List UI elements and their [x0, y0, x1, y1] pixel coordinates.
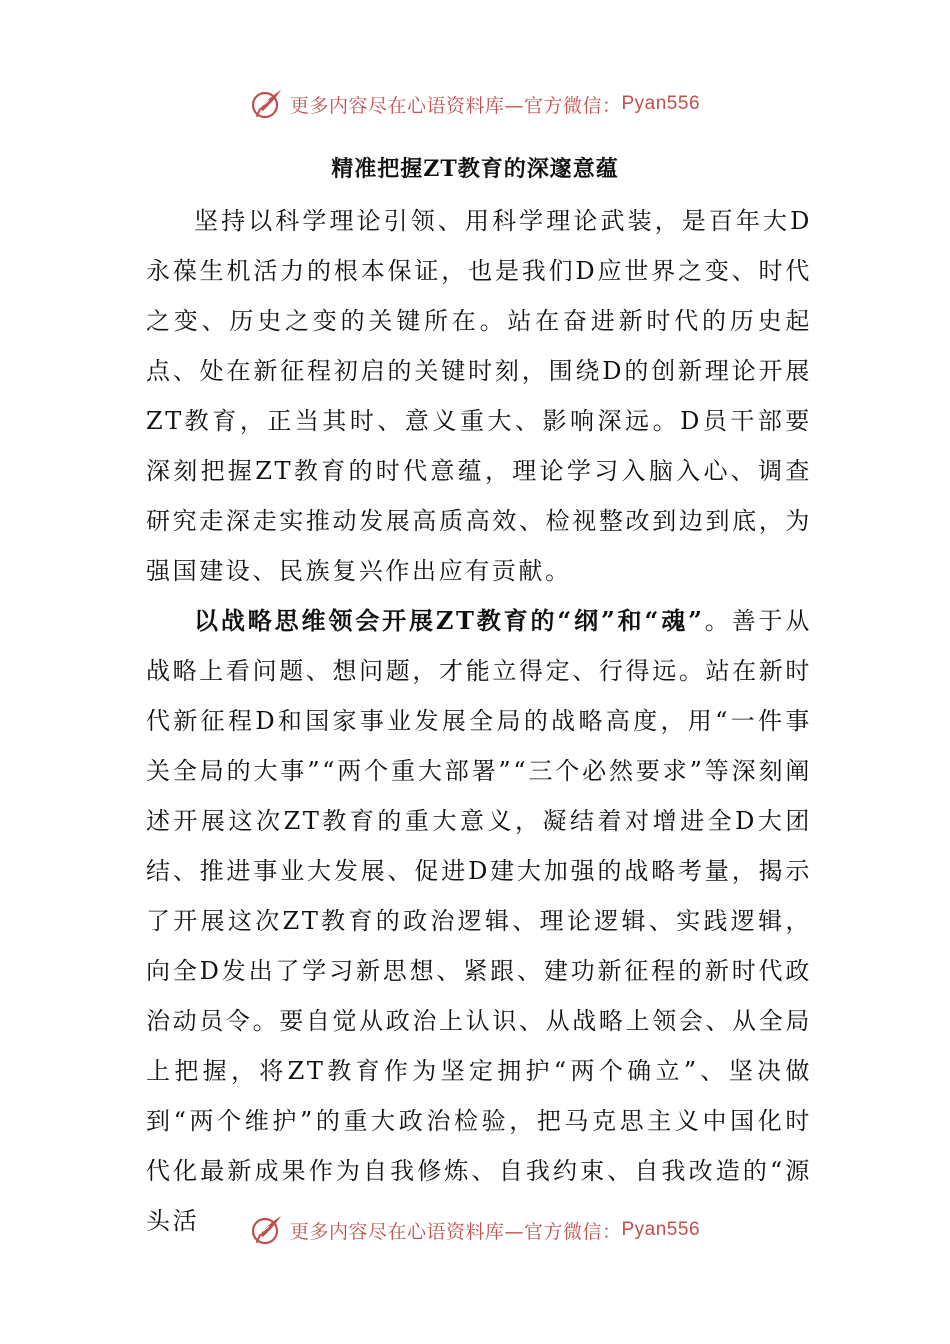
watermark-text: 更多内容尽在心语资料库—官方微信： — [289, 1220, 622, 1243]
watermark-handle: Pyan556 — [621, 93, 701, 114]
paragraph-lead-heading: 以战略思维领会开展ZT教育的“纲”和“魂” — [194, 606, 705, 635]
document-title: 精准把握ZT教育的深邃意蕴 — [331, 156, 619, 182]
document-body — [146, 196, 812, 1246]
watermark-text: 更多内容尽在心语资料库—官方微信： — [289, 94, 622, 117]
footer-watermark — [0, 1210, 950, 1250]
paragraph-text: 坚持以科学理论引领、用科学理论武装，是百年大D永葆生机活力的根本保证，也是我们D应世界之变、时代之变、历史之变的关键所在。站在奋进新时代的历史起点、处在新征程初启的关键时刻，围绕D的创新理论开展ZT教育，正当其时、意义重大、影响深远。D员干部要深刻把握ZT教育的时代意蕴，理论学习入脑入心、调查研究走深走实推动发展高质高效、检视整改到边到底，为强国建设、民族复兴作出应有贡献。 — [146, 207, 812, 585]
paragraph — [146, 196, 812, 596]
quill-pen-logo-icon — [250, 1213, 284, 1247]
quill-pen-logo-icon — [250, 87, 284, 121]
header-watermark — [0, 84, 950, 124]
watermark-handle: Pyan556 — [621, 1219, 701, 1240]
paragraph-text: 。善于从战略上看问题、想问题，才能立得定、行得远。站在新时代新征程D和国家事业发展全局的战略高度，用“一件事关全局的大事”“两个重大部署”“三个必然要求”等深刻阐述开展这次ZT教育的重大意义，凝结着对增进全D大团结、推进事业大发展、促进D建大加强的战略考量，揭示了开展这次ZT教育的政治逻辑、理论逻辑、实践逻辑，向全D发出了学习新思想、紧跟、建功新征程的新时代政治动员令。要自觉从政治上认识、从战略上领会、从全局上把握，将ZT教育作为坚定拥护“两个确立”、坚决做到“两个维护”的重大政治检验，把马克思主义中国化时代化最新成果作为自我修炼、自我约束、自我改造的“源头活 — [146, 607, 812, 1235]
paragraph — [146, 596, 812, 1246]
